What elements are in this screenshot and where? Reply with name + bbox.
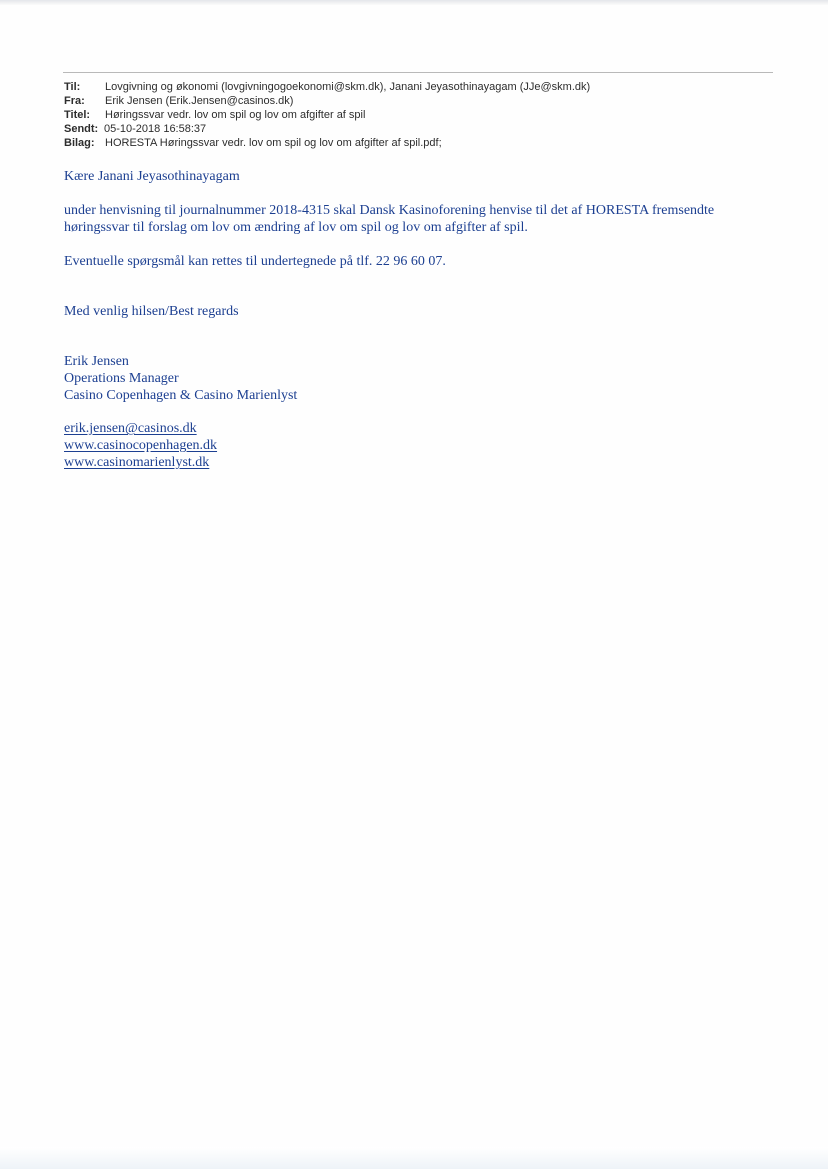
signature-block bbox=[64, 353, 764, 404]
scan-top-edge bbox=[0, 0, 828, 5]
subject-value: Høringssvar vedr. lov om spil og lov om afgifter af spil bbox=[105, 109, 366, 121]
header-attachment-row bbox=[64, 136, 784, 150]
header-to-row bbox=[64, 80, 784, 94]
attachment-label: Bilag: bbox=[64, 137, 95, 149]
header-divider bbox=[63, 72, 773, 73]
website-link-marienlyst[interactable]: www.casinomarienlyst.dk bbox=[64, 455, 210, 470]
email-link[interactable]: erik.jensen@casinos.dk bbox=[64, 421, 197, 436]
sent-value: 05-10-2018 16:58:37 bbox=[104, 123, 207, 135]
closing-line: Med venlig hilsen/Best regards bbox=[64, 304, 239, 319]
to-value: Lovgivning og økonomi (lovgivningogoekonomi@skm.dk), Janani Jeyasothinayagam (JJe@skm.dk) bbox=[105, 81, 591, 93]
scan-bottom-edge bbox=[0, 1147, 828, 1169]
paragraph-contact: Eventuelle spørgsmål kan rettes til undertegnede på tlf. 22 96 60 07. bbox=[64, 254, 446, 269]
email-header bbox=[64, 80, 784, 150]
greeting: Kære Janani Jeyasothinayagam bbox=[64, 169, 240, 184]
header-from-row bbox=[64, 94, 784, 108]
signature-company: Casino Copenhagen & Casino Marienlyst bbox=[64, 388, 298, 403]
paragraph1-line1: under henvisning til journalnummer 2018-4315 skal Dansk Kasinoforening henvise til det af HORESTA fremsendte bbox=[64, 203, 715, 218]
email-body bbox=[64, 168, 764, 471]
paragraph1-line2: høringssvar til forslag om lov om ændring af lov om spil og lov om afgifter af spil. bbox=[64, 220, 528, 235]
attachment-value: HORESTA Høringssvar vedr. lov om spil og lov om afgifter af spil.pdf; bbox=[105, 137, 442, 149]
header-sent-row bbox=[64, 122, 784, 136]
header-subject-row bbox=[64, 108, 784, 122]
signature-name: Erik Jensen bbox=[64, 354, 129, 369]
signature-title: Operations Manager bbox=[64, 371, 179, 386]
from-value: Erik Jensen (Erik.Jensen@casinos.dk) bbox=[105, 95, 294, 107]
website-link-copenhagen[interactable]: www.casinocopenhagen.dk bbox=[64, 438, 218, 453]
subject-label: Titel: bbox=[64, 109, 91, 121]
signature-links bbox=[64, 420, 764, 471]
sent-label: Sendt: bbox=[64, 123, 99, 135]
from-label: Fra: bbox=[64, 95, 85, 107]
paragraph-journal-reference bbox=[64, 202, 764, 236]
to-label: Til: bbox=[64, 81, 81, 93]
